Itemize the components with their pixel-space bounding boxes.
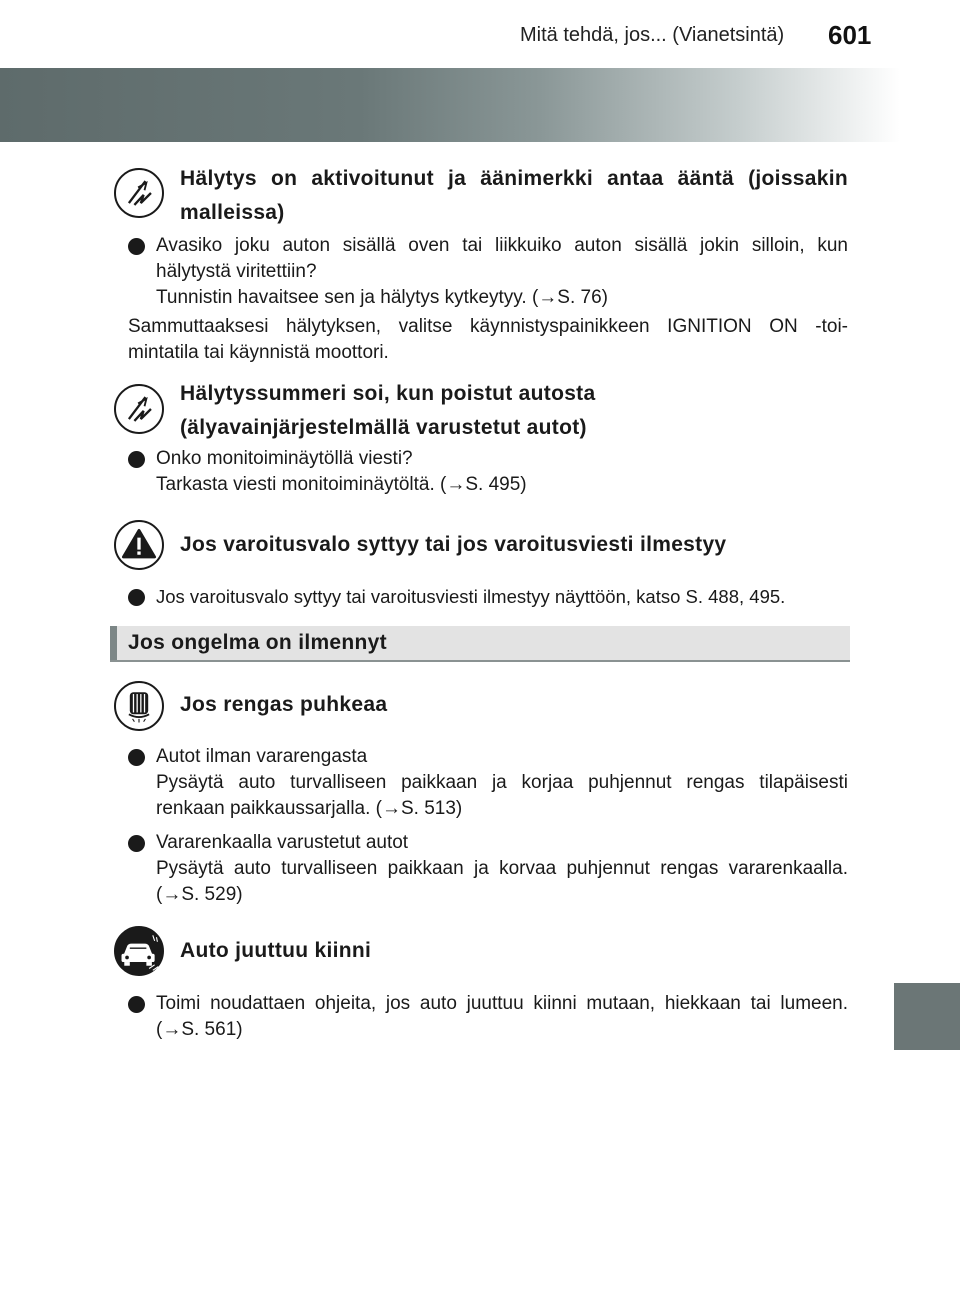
warning-heading: Jos varoitusvalo syttyy tai jos varoitusviesti ilmestyy [180, 533, 727, 556]
buzzer-bullet-line1: Onko monitoiminäytöllä viesti? [156, 448, 413, 469]
section-bar-accent [110, 626, 117, 660]
flat-tire-icon [114, 681, 164, 731]
bullet-dot [128, 996, 145, 1013]
buzzer-heading [180, 377, 848, 445]
flat-tire-bullet1-line2: Pysäytä auto turvalliseen paikkaan ja korjaa puhjennut rengas tilapäisesti [156, 772, 848, 793]
running-header-title: Mitä tehdä, jos... (Vianetsintä) [520, 24, 785, 46]
flat-tire-bullet-1 [156, 744, 848, 822]
buzzer-bullet [156, 446, 848, 498]
bullet-dot [128, 835, 145, 852]
alarm-heading [180, 162, 848, 230]
section-title-bar [110, 626, 850, 662]
flat-tire-heading: Jos rengas puhkeaa [180, 693, 388, 716]
flat-tire-bullet-2 [156, 830, 848, 908]
flat-tire-bullet2-line2: Pysäytä auto turvalliseen paikkaan ja korvaa puhjennut rengas vararenkaalla. [156, 858, 848, 879]
bullet-dot [128, 589, 145, 606]
buzzer-heading-line1: Hälytyssummeri soi, kun poistut autosta [180, 382, 596, 405]
flat-tire-bullet2-line1: Vararenkaalla varustetut autot [156, 832, 409, 853]
header-banner [0, 68, 900, 142]
alarm-paragraph-line2: mintatila tai käynnistä moottori. [128, 342, 389, 363]
alarm-icon [114, 384, 164, 434]
stuck-heading: Auto juuttuu kiinni [180, 939, 372, 962]
alarm-bullet-line2: hälytystä viritettiin? [156, 261, 317, 282]
alarm-icon [114, 168, 164, 218]
alarm-paragraph [128, 314, 848, 366]
stuck-bullet-line2: (→S. 561) [156, 1019, 243, 1040]
stuck-bullet-line1: Toimi noudattaen ohjeita, jos auto juuttuu kiinni mutaan, hiekkaan tai lumeen. [156, 993, 848, 1014]
buzzer-bullet-line2: Tarkasta viesti monitoiminäytöltä. (→S. 495) [156, 474, 527, 495]
warning-bullet: Jos varoitusvalo syttyy tai varoitusviesti ilmestyy näyttöön, katso S. 488, 495. [156, 586, 786, 607]
flat-tire-bullet2-line3: (→S. 529) [156, 884, 243, 905]
flat-tire-bullet1-line1: Autot ilman vararengasta [156, 746, 368, 767]
bullet-dot [128, 749, 145, 766]
warning-triangle-icon [114, 520, 164, 570]
alarm-bullet-line1: Avasiko joku auton sisällä oven tai liikkuiko auton sisällä jokin silloin, kun [156, 235, 848, 256]
bullet-dot [128, 451, 145, 468]
alarm-bullet [156, 233, 848, 311]
page-number: 601 [828, 20, 872, 50]
chapter-side-tab [894, 983, 960, 1050]
section-bar-title: Jos ongelma on ilmennyt [128, 631, 387, 654]
alarm-bullet-line3: Tunnistin havaitsee sen ja hälytys kytkeytyy. (→S. 76) [156, 287, 608, 308]
stuck-bullet [156, 991, 848, 1043]
buzzer-heading-line2: (älyavainjärjestelmällä varustetut autot) [180, 416, 587, 439]
alarm-heading-line2: malleissa) [180, 201, 285, 224]
flat-tire-bullet1-line3: renkaan paikkaussarjalla. (→S. 513) [156, 798, 463, 819]
bullet-dot [128, 238, 145, 255]
alarm-paragraph-line1: Sammuttaaksesi hälytyksen, valitse käynnistyspainikkeen IGNITION ON -toi- [128, 316, 848, 337]
stuck-car-icon [114, 926, 164, 976]
alarm-heading-line1: Hälytys on aktivoitunut ja äänimerkki antaa ääntä (joissakin [180, 167, 848, 190]
